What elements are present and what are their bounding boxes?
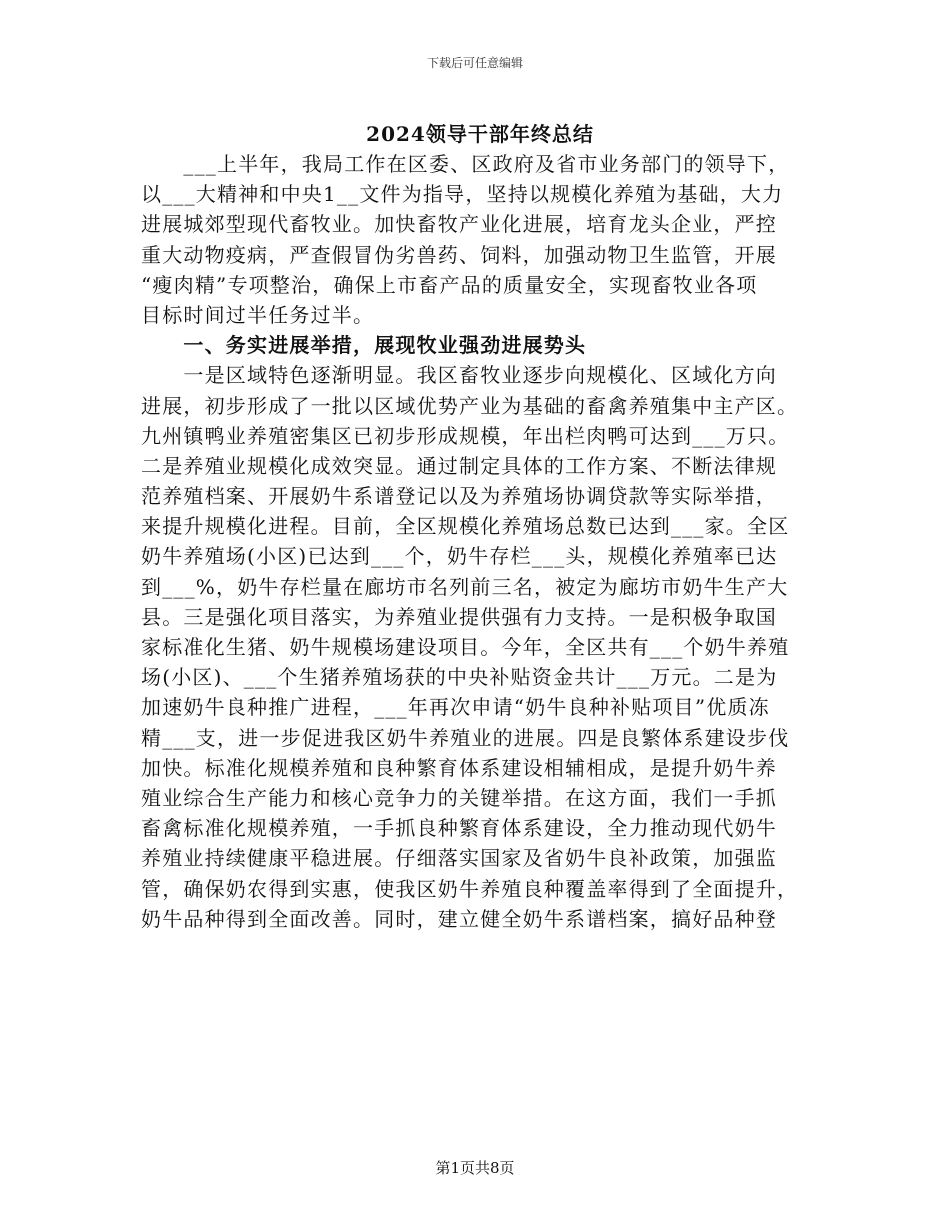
body-line: 重大动物疫病，严查假冒伪劣兽药、饲料，加强动物卫生监管，开展	[141, 242, 777, 267]
body-line: 奶牛品种得到全面改善。同时，建立健全奶牛系谱档案，搞好品种登	[141, 906, 777, 931]
body-line: 范养殖档案、开展奶牛系谱登记以及为养殖场协调贷款等实际举措，	[141, 484, 777, 509]
body-line: 九州镇鸭业养殖密集区已初步形成规模，年出栏肉鸭可达到___万只。	[141, 423, 790, 448]
section-heading: 一、务实进展举措，展现牧业强劲进展势头	[141, 333, 587, 358]
body-line: 畜禽标准化规模养殖，一手抓良种繁育体系建设，全力推动现代奶牛	[141, 816, 777, 841]
document-title: 2024领导干部年终总结	[366, 122, 594, 146]
body-line: 精___支，进一步促进我区奶牛养殖业的进展。四是良繁体系建设步伐	[141, 725, 790, 750]
body-line: 家标准化生猪、奶牛规模场建设项目。今年，全区共有___个奶牛养殖	[141, 635, 790, 659]
body-line: 县。三是强化项目落实，为养殖业提供强有力支持。一是积极争取国	[141, 604, 777, 629]
body-line: 二是养殖业规模化成效突显。通过制定具体的工作方案、不断法律规	[141, 453, 777, 478]
body-line: 加速奶牛良种推广进程，___年再次申请“奶牛良种补贴项目”优质冻	[141, 695, 770, 720]
body-line: 场(小区)、___个生猪养殖场获的中央补贴资金共计___万元。二是为	[141, 665, 778, 690]
body-line: 目标时间过半任务过半。	[141, 302, 375, 327]
body-line: 管，确保奶农得到实惠，使我区奶牛养殖良种覆盖率得到了全面提升，	[141, 876, 799, 901]
body-line: “瘦肉精”专项整治，确保上市畜产品的质量安全，实现畜牧业各项	[141, 272, 758, 297]
body-line: 殖业综合生产能力和核心竞争力的关键举措。在这方面，我们一手抓	[141, 785, 777, 810]
body-line: 奶牛养殖场(小区)已达到___个，奶牛存栏___头，规模化养殖率已达	[141, 544, 778, 569]
body-line: 一是区域特色逐渐明显。我区畜牧业逐步向规模化、区域化方向	[141, 363, 777, 388]
body-line: 进展，初步形成了一批以区域优势产业为基础的畜禽养殖集中主产区。	[141, 393, 799, 418]
header-note: 下载后可任意编辑	[426, 56, 523, 70]
body-line: 加快。标准化规模养殖和良种繁育体系建设相辅相成，是提升奶牛养	[141, 755, 777, 780]
body-line: ___上半年，我局工作在区委、区政府及省市业务部门的领导下，	[141, 152, 790, 176]
page-footer: 第1页共8页	[435, 1159, 515, 1177]
body-line: 以___大精神和中央1__文件为指导，坚持以规模化养殖为基础，大力	[141, 182, 784, 207]
body-line: 到___%，奶牛存栏量在廊坊市名列前三名，被定为廊坊市奶牛生产大	[141, 574, 789, 599]
body-line: 养殖业持续健康平稳进展。仔细落实国家及省奶牛良补政策，加强监	[141, 846, 777, 871]
body-line: 来提升规模化进程。目前，全区规模化养殖场总数已达到___家。全区	[141, 514, 790, 539]
document-body	[141, 149, 806, 934]
body-line: 进展城郊型现代畜牧业。加快畜牧产业化进展，培育龙头企业，严控	[141, 212, 777, 237]
